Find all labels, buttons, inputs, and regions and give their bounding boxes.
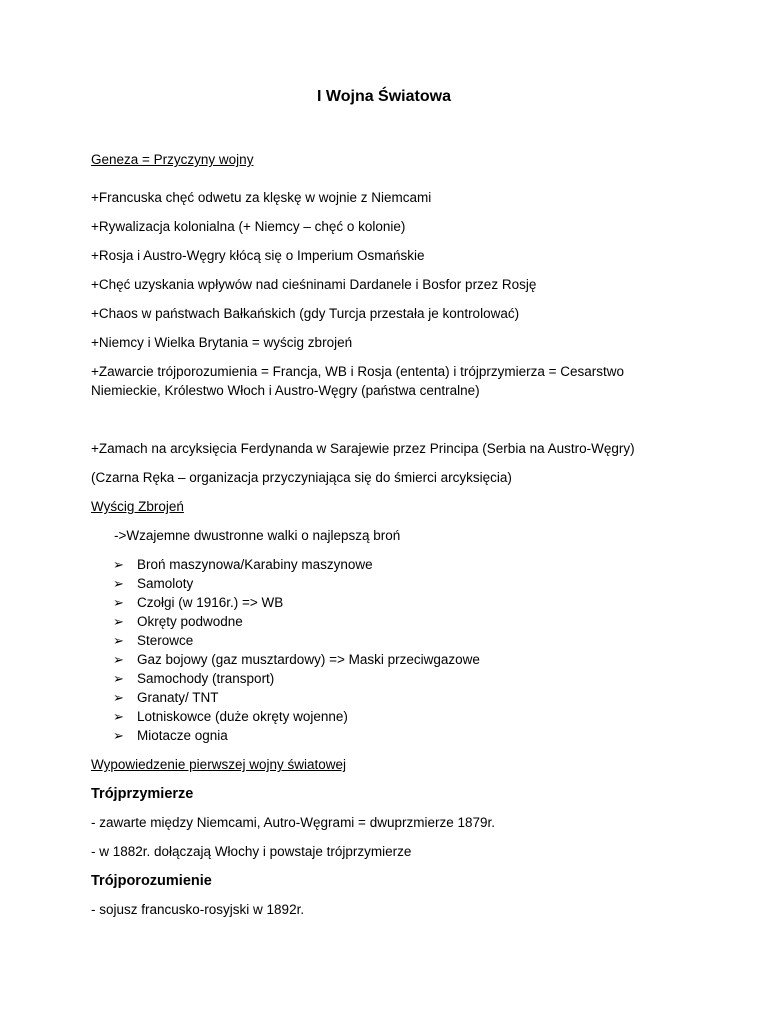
section-heading-declaration: Wypowiedzenie pierwszej wojny światowej — [91, 757, 346, 772]
section-heading-arms-race: Wyścig Zbrojeń — [91, 499, 184, 514]
triple-entente-line: - sojusz francusko-rosyjski w 1892r. — [91, 902, 305, 917]
arrowhead-bullet-icon: ➢ — [113, 690, 124, 705]
list-item-text: Czołgi (w 1916r.) => WB — [137, 595, 284, 610]
genesis-item: +Zawarcie trójporozumienia = Francja, WB i Rosja (ententa) i trójprzymierza = Cesarstwo Niemieckie, Królestwo Włoch i Austro-Węgry (państwa centralne) — [91, 364, 625, 398]
arrowhead-bullet-icon: ➢ — [113, 728, 124, 743]
subheading-triple-entente: Trójporozumienie — [91, 873, 212, 889]
genesis-item: +Rosja i Austro-Węgry kłócą się o Imperium Osmańskie — [91, 248, 425, 263]
list-item — [113, 707, 671, 726]
list-item-text: Sterowce — [137, 633, 194, 648]
list-item-text: Samoloty — [137, 576, 194, 591]
list-item — [113, 650, 671, 669]
list-item — [113, 593, 671, 612]
triple-alliance-line: - zawarte między Niemcami, Autro-Węgrami = dwuprzmierze 1879r. — [91, 815, 496, 830]
list-item-text: Miotacze ognia — [137, 728, 228, 743]
list-item — [113, 612, 671, 631]
list-item — [113, 726, 671, 745]
arms-race-intro: ->Wzajemne dwustronne walki o najlepszą broń — [114, 528, 401, 543]
arrowhead-bullet-icon: ➢ — [113, 671, 124, 686]
arrowhead-bullet-icon: ➢ — [113, 709, 124, 724]
list-item-text: Samochody (transport) — [137, 671, 275, 686]
list-item-text: Lotniskowce (duże okręty wojenne) — [137, 709, 348, 724]
document-body — [91, 150, 671, 929]
list-item — [113, 669, 671, 688]
triple-alliance-line: - w 1882r. dołączają Włochy i powstaje trójprzymierze — [91, 844, 412, 859]
arrowhead-bullet-icon: ➢ — [113, 652, 124, 667]
list-item-text: Granaty/ TNT — [137, 690, 219, 705]
list-item — [113, 631, 671, 650]
genesis-item: +Francuska chęć odwetu za klęskę w wojnie z Niemcami — [91, 190, 432, 205]
arrowhead-bullet-icon: ➢ — [113, 595, 124, 610]
list-item-text: Okręty podwodne — [137, 614, 243, 629]
arrowhead-bullet-icon: ➢ — [113, 614, 124, 629]
list-item — [113, 688, 671, 707]
genesis-item: +Chaos w państwach Bałkańskich (gdy Turcja przestała je kontrolować) — [91, 306, 520, 321]
arrowhead-bullet-icon: ➢ — [113, 557, 124, 572]
genesis-extra-item: +Zamach na arcyksięcia Ferdynanda w Sarajewie przez Principa (Serbia na Austro-Węgry) — [91, 441, 635, 456]
genesis-extra-item: (Czarna Ręka – organizacja przyczyniająca się do śmierci arcyksięcia) — [91, 470, 512, 485]
genesis-item: +Rywalizacja kolonialna (+ Niemcy – chęć o kolonie) — [91, 219, 406, 234]
subheading-triple-alliance: Trójprzymierze — [91, 786, 194, 802]
document-title: I Wojna Światowa — [317, 88, 451, 105]
arrowhead-bullet-icon: ➢ — [113, 576, 124, 591]
arms-race-list — [91, 555, 671, 745]
list-item — [113, 555, 671, 574]
list-item — [113, 574, 671, 593]
genesis-item: +Niemcy i Wielka Brytania = wyścig zbrojeń — [91, 335, 353, 350]
arrowhead-bullet-icon: ➢ — [113, 633, 124, 648]
list-item-text: Gaz bojowy (gaz musztardowy) => Maski przeciwgazowe — [137, 652, 480, 667]
list-item-text: Broń maszynowa/Karabiny maszynowe — [137, 557, 373, 572]
genesis-item: +Chęć uzyskania wpływów nad cieśninami Dardanele i Bosfor przez Rosję — [91, 277, 537, 292]
section-heading-genesis: Geneza = Przyczyny wojny — [91, 152, 254, 167]
